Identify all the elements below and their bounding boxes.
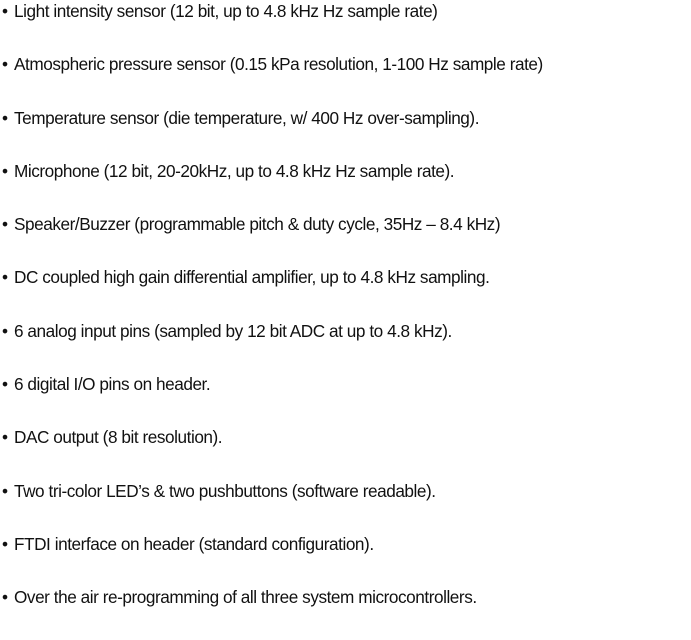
list-item-text: Over the air re-programming of all three system microcontrollers. — [14, 587, 477, 608]
bullet: • — [2, 533, 8, 554]
bullet: • — [2, 107, 8, 128]
list-item-text: 6 digital I/O pins on header. — [14, 374, 211, 395]
list-item — [2, 160, 691, 213]
bullet: • — [2, 320, 8, 341]
list-item-text: Speaker/Buzzer (programmable pitch & duty cycle, 35Hz – 8.4 kHz) — [14, 214, 501, 235]
list-item-text: 6 analog input pins (sampled by 12 bit ADC at up to 4.8 kHz). — [14, 320, 452, 341]
list-item — [2, 266, 691, 319]
bullet: • — [2, 267, 8, 288]
list-item-text: FTDI interface on header (standard configuration). — [14, 533, 374, 554]
bullet: • — [2, 587, 8, 608]
list-item — [2, 213, 691, 266]
list-item — [2, 320, 691, 373]
list-item — [2, 53, 691, 106]
bullet: • — [2, 160, 8, 181]
bullet: • — [2, 54, 8, 75]
list-item — [2, 0, 691, 53]
feature-list — [2, 0, 691, 640]
list-item — [2, 107, 691, 160]
bullet: • — [2, 427, 8, 448]
list-item-text: Microphone (12 bit, 20-20kHz, up to 4.8 kHz Hz sample rate). — [14, 160, 455, 181]
list-item — [2, 373, 691, 426]
list-item — [2, 533, 691, 586]
list-item-text: Atmospheric pressure sensor (0.15 kPa resolution, 1-100 Hz sample rate) — [14, 54, 543, 75]
bullet: • — [2, 374, 8, 395]
document-body — [2, 0, 691, 640]
list-item-text: Temperature sensor (die temperature, w/ 400 Hz over-sampling). — [14, 107, 480, 128]
list-item — [2, 586, 691, 639]
bullet: • — [2, 480, 8, 501]
list-item-text: Two tri-color LED’s & two pushbuttons (software readable). — [14, 480, 436, 501]
bullet: • — [2, 214, 8, 235]
list-item-text: DAC output (8 bit resolution). — [14, 427, 223, 448]
list-item-text: DC coupled high gain differential amplifier, up to 4.8 kHz sampling. — [14, 267, 490, 288]
list-item-text: Light intensity sensor (12 bit, up to 4.8 kHz Hz sample rate) — [14, 1, 438, 21]
bullet: • — [2, 1, 8, 21]
list-item — [2, 426, 691, 479]
list-item — [2, 480, 691, 533]
